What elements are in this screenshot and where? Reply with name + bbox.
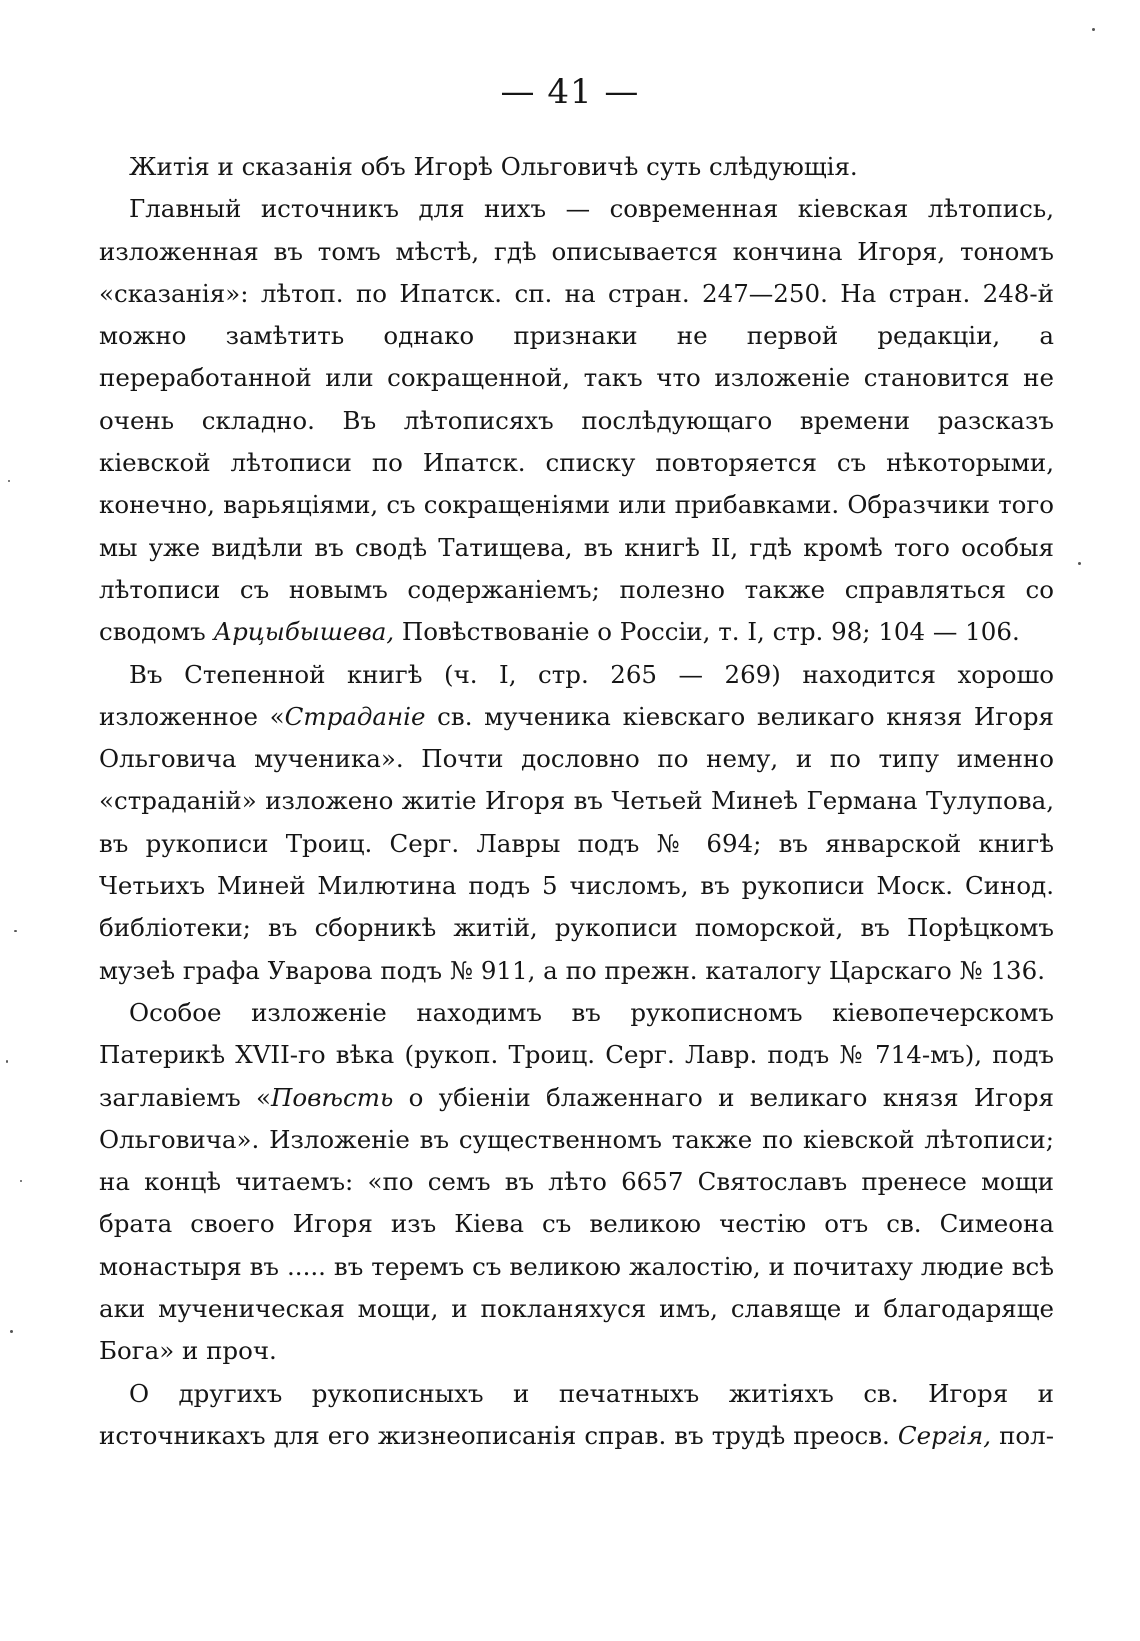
scan-speck [1092,28,1095,31]
paragraph-text: Особое изложеніе находимъ въ рукописномъ кіевопечерскомъ Патерикѣ XVII-го вѣка (рукоп. Троиц. Серг. Лавр. подъ № 714-мъ), подъ заглавіемъ « [99,997,1054,1112]
italic-author-name: Арцыбышева, [213,617,395,647]
italic-title: Повѣсть [271,1082,394,1112]
paragraph-main-source [99,188,1054,653]
scan-speck [6,1060,8,1063]
paragraph-paterik [99,992,1054,1373]
paragraph-text: О другихъ рукописныхъ и печатныхъ житіяхъ св. Игоря и источникахъ для его жизнеописанія справ. въ трудѣ преосв. [99,1378,1054,1450]
paragraph-text: Главный источникъ для нихъ — современная кіевская лѣтопись, изложенная въ томъ мѣстѣ, гдѣ описывается кончина Игоря, тономъ «сказанія»: лѣтоп. по Ипатск. сп. на стран. 247—250. На стран. 248-й можно замѣтить однако признаки не первой редакціи, а переработанной или сокращенной, такъ что изложеніе становится не очень складно. Въ лѣтописяхъ послѣдующаго времени разсказъ кіевской лѣтописи по Ипатск. списку повторяется съ нѣкоторыми, конечно, варьяціями, съ сокращеніями или прибавками. Образчики того мы уже видѣли въ сводѣ Татищева, въ книгѣ II, гдѣ кромѣ того особыя лѣтописи съ новымъ содержаніемъ; полезно также справляться со сводомъ [99,194,1054,647]
paragraph-text: Въ Степенной книгѣ (ч. I, стр. 265 — 269) находится хорошо изложенное « [99,659,1054,731]
page-number: — 41 — [500,72,640,112]
scan-speck [1078,562,1081,565]
paragraph-stepennaya-kniga [99,654,1054,992]
paragraph-text: Житія и сказанія объ Игорѣ Ольговичѣ суть слѣдующія. [129,152,858,181]
paragraph-text: пол- [991,1420,1054,1450]
scan-speck [10,1330,13,1333]
scan-speck [14,930,17,932]
italic-author-name: Сергія, [897,1420,992,1450]
scan-speck [8,480,10,482]
scan-speck [20,1180,22,1182]
paragraph-text: Повѣствованіе о Россіи, т. I, стр. 98; 104 — 106. [394,617,1020,647]
paragraph-sources-intro [99,146,1054,188]
paragraph-text: о убіеніи блаженнаго и великаго князя Игоря Ольговича». Изложеніе въ существенномъ также по кіевской лѣтописи; на концѣ читаемъ: «по семъ въ лѣто 6657 Святославъ пренесе мощи брата своего Игоря изъ Кіева съ великою честію отъ св. Симеона монастыря въ ..... въ теремъ съ великою жалостію, и почитаху людие всѣ аки мученическая мощи, и покланяхуся имъ, славяще и благодаряще Бога» и проч. [99,1082,1054,1366]
italic-title: Страданіе [284,701,426,731]
paragraph-text: св. мученика кіевскаго великаго князя Игоря Ольговича мученика». Почти дословно по нему, и по типу именно «страданій» изложено житіе Игоря въ Четьей Минеѣ Германа Тулупова, въ рукописи Троиц. Серг. Лавры подъ № 694; въ январской книгѣ Четьихъ Миней Милютина подъ 5 числомъ, въ рукописи Моск. Синод. библіотеки; въ сборникѣ житій, рукописи поморской, въ Порѣцкомъ музеѣ графа Уварова подъ № 911, а по прежн. каталогу Царскаго № 136. [99,701,1054,985]
body-text [99,146,1054,1457]
paragraph-other-lives [99,1373,1054,1458]
